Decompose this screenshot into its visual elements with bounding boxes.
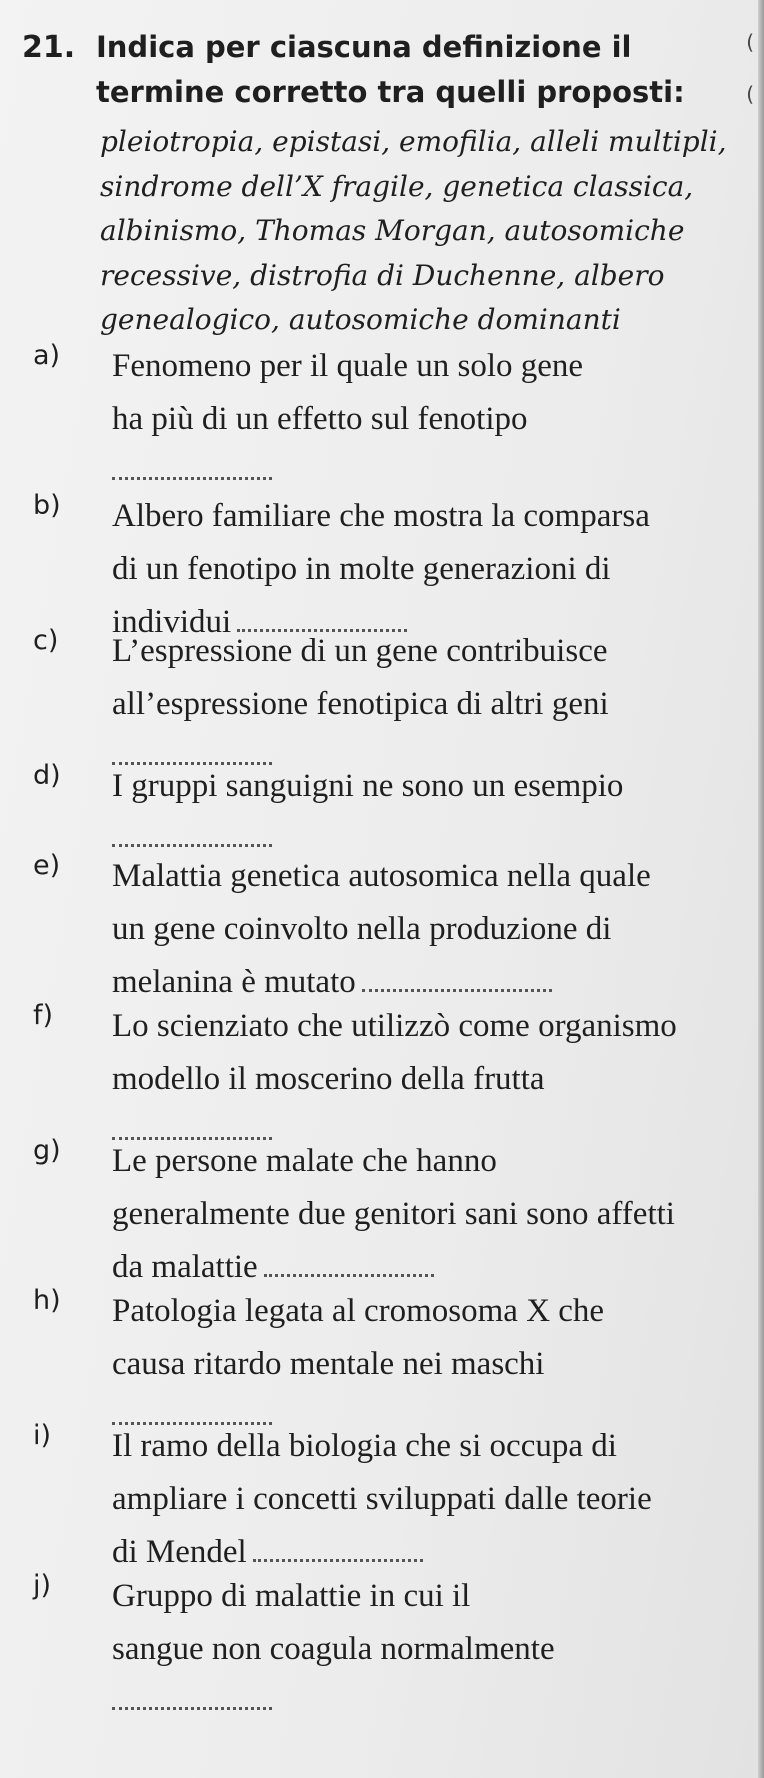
definition-line-text: un gene coinvolto nella produzione di (112, 911, 612, 947)
definition-text (112, 1570, 752, 1729)
item-letter: c) (33, 625, 59, 656)
definition-line-text: all’espressione fenotipica di altri geni (112, 686, 609, 722)
definition-line-text: di Mendel (112, 1534, 247, 1570)
item-letter: e) (33, 850, 61, 881)
answer-blank[interactable] (112, 476, 272, 480)
definition-text (112, 850, 752, 1009)
exercise-title-line-2: termine corretto tra quelli proposti: (96, 75, 685, 109)
definition-line-text: Patologia legata al cromosoma X che (112, 1293, 605, 1329)
definition-text (112, 1135, 752, 1294)
definition-line (112, 1188, 752, 1241)
definition-line-text: Lo scienziato che utilizzò come organismo (112, 1008, 677, 1044)
exercise-number: 21. (22, 30, 76, 65)
item-letter: i) (33, 1420, 52, 1451)
definition-text (112, 1420, 752, 1579)
definition-line (112, 1135, 752, 1188)
definition-line (112, 1623, 752, 1676)
definition-line-text: individui (112, 604, 232, 640)
definition-line (112, 1473, 752, 1526)
term-list-line: pleiotropia, epistasi, emofilia, alleli multipli, (100, 125, 727, 158)
definition-line (112, 850, 752, 903)
definition-line-text: generalmente due genitori sani sono affetti (112, 1196, 675, 1232)
item-letter: j) (33, 1570, 52, 1601)
page-edge (758, 0, 764, 1778)
definition-line-text: sangue non coagula normalmente (112, 1631, 555, 1667)
definition-line (112, 1285, 752, 1338)
exercise-title-line-1: Indica per ciascuna definizione il (96, 30, 632, 64)
item-letter: h) (33, 1285, 61, 1316)
item-letter: b) (33, 490, 61, 521)
margin-mark: ( (746, 30, 754, 54)
definition-line-text: melanina è mutato (112, 964, 356, 1000)
definition-line-text: modello il moscerino della frutta (112, 1061, 545, 1097)
definition-line-text: Albero familiare che mostra la comparsa (112, 498, 650, 534)
answer-blank[interactable] (112, 1706, 272, 1710)
definition-line (112, 1570, 752, 1623)
definition-line (112, 340, 752, 393)
definition-line-text: Il ramo della biologia che si occupa di (112, 1428, 617, 1464)
term-list (100, 120, 740, 343)
term-list-line: recessive, distrofia di Duchenne, albero (100, 258, 665, 292)
definition-line-text: di un fenotipo in molte generazioni di (112, 551, 611, 587)
item-letter: d) (33, 760, 61, 791)
item-letter: a) (33, 340, 61, 371)
definition-line (112, 490, 752, 543)
definition-line-text: L’espressione di un gene contribuisce (112, 633, 608, 669)
definition-line (112, 1420, 752, 1473)
item-letter: f) (33, 1000, 54, 1031)
definition-line (112, 903, 752, 956)
definition-line (112, 625, 752, 678)
definition-line (112, 543, 752, 596)
definition-line (112, 1338, 752, 1391)
answer-blank[interactable] (112, 843, 272, 847)
answer-blank[interactable] (264, 1273, 434, 1277)
definition-line-text: da malattie (112, 1249, 258, 1285)
term-list-line: sindrome dell’X fragile, genetica classica, (100, 169, 694, 203)
definition-line (112, 760, 752, 813)
definition-line (112, 393, 752, 446)
term-list-line: genealogico, autosomiche dominanti (100, 303, 621, 336)
definition-text (112, 340, 752, 499)
answer-blank[interactable] (253, 1558, 423, 1562)
definition-line-text: Malattia genetica autosomica nella quale (112, 858, 651, 894)
definition-line-text: causa ritardo mentale nei maschi (112, 1346, 545, 1382)
definition-line (112, 678, 752, 731)
definition-line-text: Fenomeno per il quale un solo gene (112, 348, 584, 384)
definition-line (112, 1053, 752, 1106)
definition-line-text: Gruppo di malattie in cui il (112, 1578, 471, 1614)
definition-line (112, 1000, 752, 1053)
answer-blank[interactable] (362, 988, 552, 992)
definition-line-text: ha più di un effetto sul fenotipo (112, 401, 528, 437)
term-list-line: albinismo, Thomas Morgan, autosomiche (100, 214, 685, 247)
margin-mark: ( (746, 82, 754, 106)
definition-line-text: ampliare i concetti sviluppati dalle teorie (112, 1481, 652, 1517)
item-letter: g) (33, 1135, 61, 1166)
definition-line-text: I gruppi sanguigni ne sono un esempio (112, 768, 624, 804)
definition-line-text: Le persone malate che hanno (112, 1143, 497, 1179)
answer-line (112, 1676, 752, 1729)
